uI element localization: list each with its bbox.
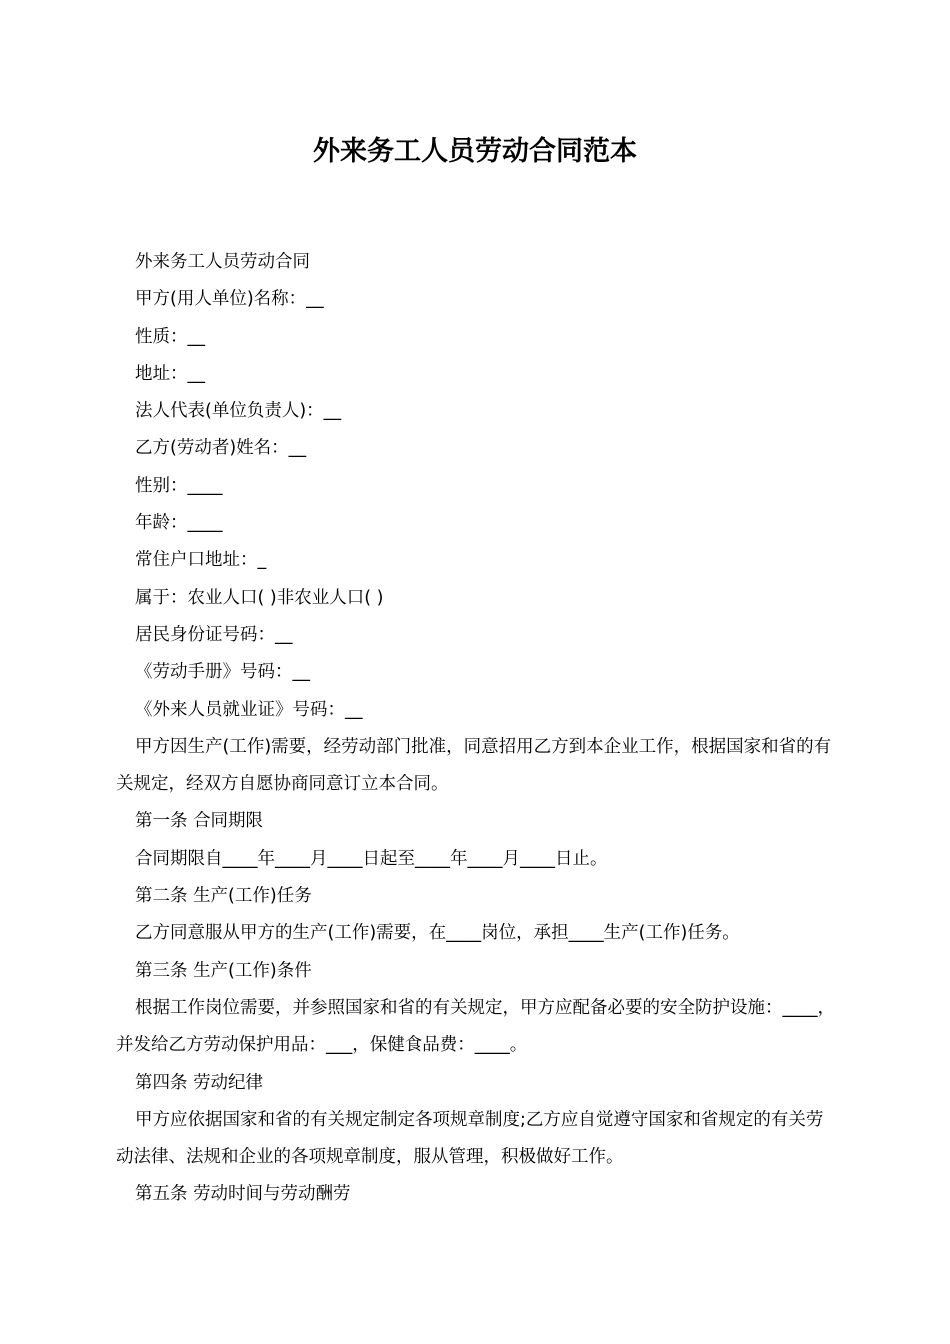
article-2-heading: 第二条 生产(工作)任务 [135, 886, 312, 907]
article-4-body: 甲方应依据国家和省的有关规定制定各项规章制度;乙方应自觉遵守国家和省规定的有关劳动法律、法规和企业的各项规章制度，服从管理，积极做好工作。 [116, 1109, 824, 1168]
article-5-heading: 第五条 劳动时间与劳动酬劳 [135, 1184, 351, 1205]
document-body [116, 244, 836, 1214]
paragraph-registered-address: 常住户口地址：_ [135, 550, 267, 571]
article-1-body: 合同期限自____年____月____日起至____年____月____日止。 [135, 848, 608, 869]
paragraph-employment-certificate: 《外来人员就业证》号码：__ [135, 699, 363, 720]
paragraph-preamble: 甲方因生产(工作)需要，经劳动部门批准，同意招用乙方到本企业工作，根据国家和省的有关规定，经双方自愿协商同意订立本合同。 [116, 736, 832, 795]
document-title: 外来务工人员劳动合同范本 [313, 136, 637, 167]
paragraph-legal-representative: 法人代表(单位负责人)：__ [135, 401, 342, 422]
paragraph-gender: 性别：____ [135, 475, 223, 496]
paragraph-age: 年龄：____ [135, 513, 223, 534]
article-3-body: 根据工作岗位需要，并参照国家和省的有关规定，甲方应配备必要的安全防护设施：____，并发给乙方劳动保护用品：___，保健食品费：____。 [116, 997, 835, 1056]
paragraph-party-b-name: 乙方(劳动者)姓名：__ [135, 438, 307, 459]
paragraph-labor-handbook: 《劳动手册》号码：__ [135, 662, 310, 683]
paragraph-address: 地址：__ [135, 363, 205, 384]
paragraph-id-number: 居民身份证号码：__ [135, 624, 293, 645]
article-3-heading: 第三条 生产(工作)条件 [135, 960, 312, 981]
paragraph-household-type: 属于：农业人口( )非农业人口( ) [135, 587, 384, 608]
article-4-heading: 第四条 劳动纪律 [135, 1072, 264, 1093]
paragraph-contract-heading: 外来务工人员劳动合同 [135, 252, 310, 272]
paragraph-party-a-name: 甲方(用人单位)名称：__ [135, 289, 324, 310]
article-1-heading: 第一条 合同期限 [135, 811, 264, 832]
paragraph-nature: 性质：__ [135, 326, 205, 347]
article-2-body: 乙方同意服从甲方的生产(工作)需要，在____岗位，承担____生产(工作)任务。 [135, 923, 740, 944]
